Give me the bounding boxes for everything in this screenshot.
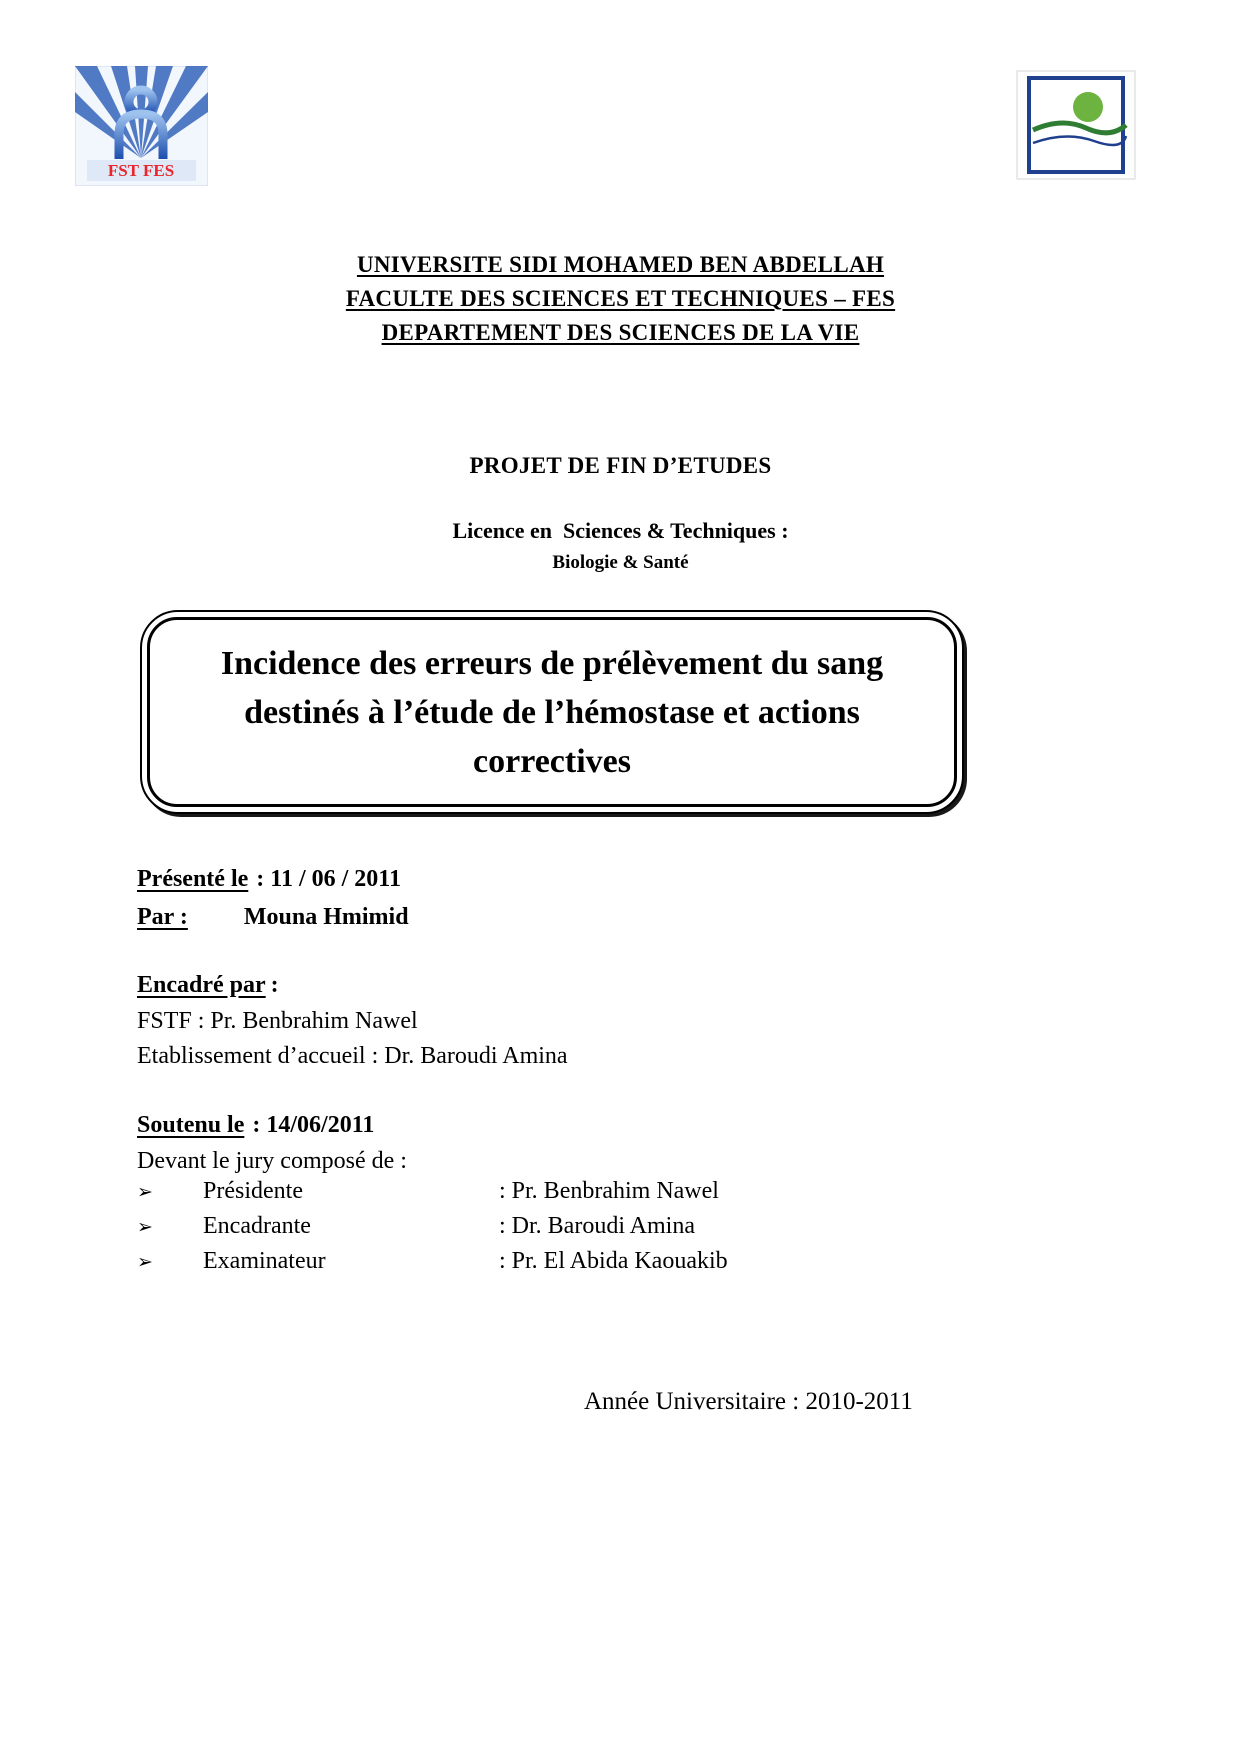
jury-intro: Devant le jury composé de : [137, 1148, 407, 1174]
fst-fes-logo [75, 66, 208, 186]
defense-line [137, 1112, 374, 1139]
specialty-line: Biologie & Santé [552, 552, 689, 573]
arrow-bullet-icon: ➢ [137, 1181, 153, 1203]
encadre-label: Encadré par [137, 972, 266, 998]
presented-date: : 11 / 06 / 2011 [256, 866, 401, 892]
thesis-title: Incidence des erreurs de prélèvement du sang destinés à l’étude de l’hémostase et actions correctives [220, 644, 884, 780]
supervised-by-line [137, 972, 279, 999]
jury-row [137, 1213, 695, 1240]
author-name: Mouna Hmimid [243, 904, 409, 930]
university-header [0, 248, 1241, 350]
fst-fes-logo-caption: FST FES [107, 161, 175, 180]
encadre-colon: : [270, 972, 279, 998]
soutenu-label: Soutenu le [137, 1112, 245, 1138]
jury-role: Encadrante [203, 1213, 311, 1239]
jury-name: : Dr. Baroudi Amina [499, 1213, 695, 1239]
jury-role: Présidente [203, 1178, 303, 1204]
presented-line [137, 866, 401, 893]
title-box-inner [147, 617, 957, 807]
institution-logo [1016, 70, 1136, 180]
jury-row [137, 1178, 719, 1205]
arrow-bullet-icon: ➢ [137, 1251, 153, 1273]
institution-logo-icon [1016, 70, 1136, 180]
fst-fes-logo-icon [75, 66, 208, 186]
department-name: DEPARTEMENT DES SCIENCES DE LA VIE [381, 320, 860, 345]
academic-year: Année Universitaire : 2010-2011 [584, 1388, 913, 1415]
title-box [140, 610, 964, 814]
author-line [137, 904, 409, 931]
jury-name: : Pr. El Abida Kaouakib [499, 1248, 728, 1274]
supervisor-host: Etablissement d’accueil : Dr. Baroudi Amina [137, 1043, 568, 1069]
defense-date: : 14/06/2011 [252, 1112, 375, 1138]
par-label: Par : [137, 904, 188, 930]
arrow-bullet-icon: ➢ [137, 1216, 153, 1238]
project-type: PROJET DE FIN D’ETUDES [469, 453, 772, 478]
supervisor-fstf: FSTF : Pr. Benbrahim Nawel [137, 1008, 418, 1034]
jury-name: : Pr. Benbrahim Nawel [499, 1178, 719, 1204]
faculty-name: FACULTE DES SCIENCES ET TECHNIQUES – FES [345, 286, 896, 311]
presented-label: Présenté le [137, 866, 249, 892]
university-name: UNIVERSITE SIDI MOHAMED BEN ABDELLAH [356, 252, 885, 277]
jury-role: Examinateur [203, 1248, 326, 1274]
jury-row [137, 1248, 728, 1275]
degree-line: Licence en Sciences & Techniques : [452, 518, 789, 543]
